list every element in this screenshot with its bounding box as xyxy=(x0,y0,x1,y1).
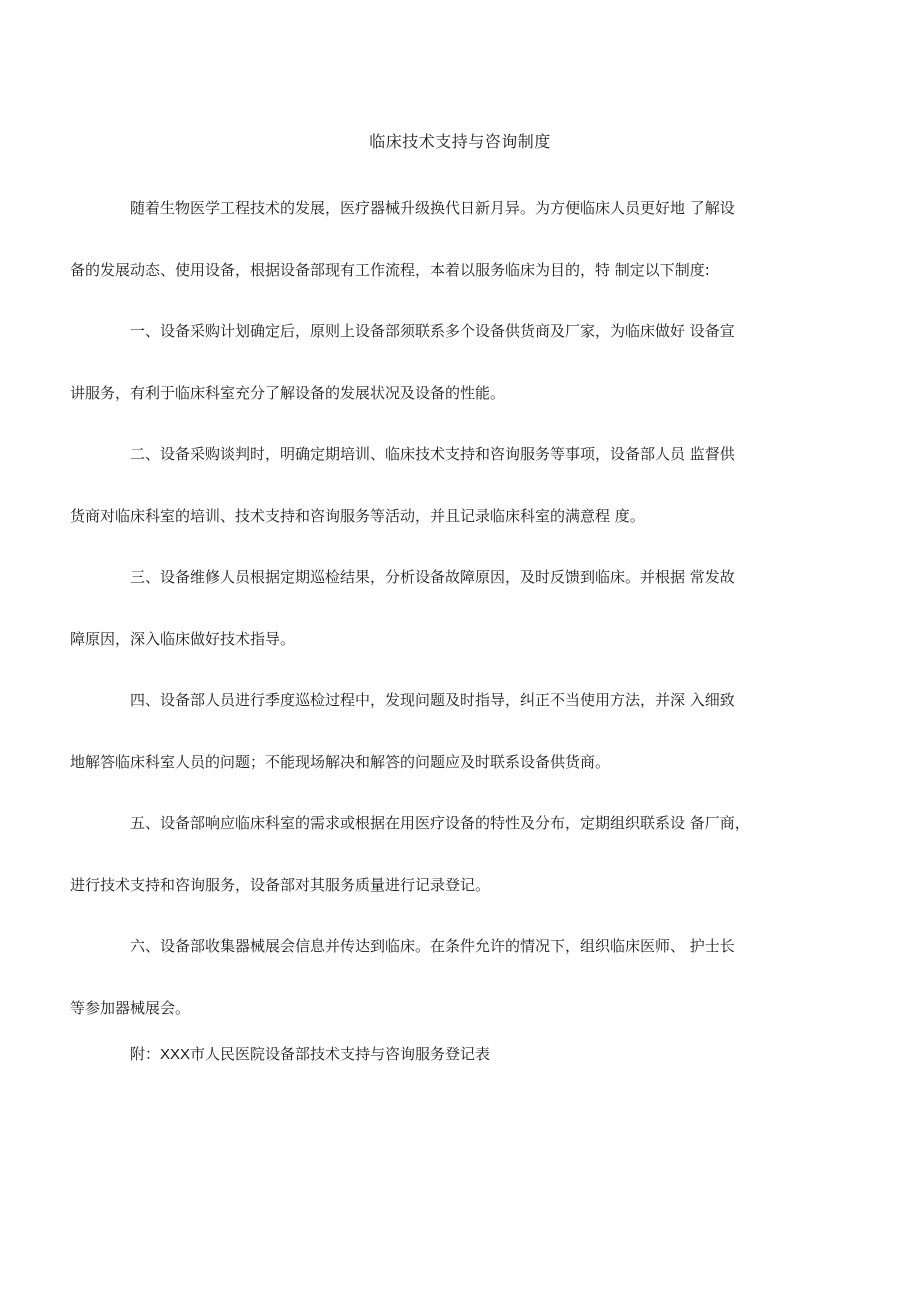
paragraph-line: 五、设备部响应临床科室的需求或根据在用医疗设备的特性及分布，定期组织联系设 备厂商， xyxy=(130,814,750,832)
paragraph-line: 备的发展动态、使用设备，根据设备部现有工作流程，本着以服务临床为目的，特 制定以下制度: xyxy=(70,260,710,279)
paragraph-line: 等参加器械展会。 xyxy=(70,998,191,1017)
paragraph-line: 讲服务，有利于临床科室充分了解设备的发展状况及设备的性能。 xyxy=(70,383,506,402)
paragraph-item-5 xyxy=(70,793,822,916)
appendix-code: XXX xyxy=(160,1046,191,1063)
paragraph-item-1 xyxy=(70,301,822,424)
paragraph-intro xyxy=(70,178,822,301)
paragraph-line: 货商对临床科室的培训、技术支持和咨询服务等活动，并且记录临床科室的满意程 度。 xyxy=(70,506,645,525)
document-body xyxy=(70,178,822,1039)
document-title: 临床技术支持与咨询制度 xyxy=(369,132,551,151)
paragraph-item-6 xyxy=(70,916,822,1039)
paragraph-line: 一、设备采购计划确定后，原则上设备部须联系多个设备供货商及厂家，为临床做好 设备宣 xyxy=(130,322,735,340)
paragraph-item-2 xyxy=(70,424,822,547)
appendix-text: 市人民医院设备部技术支持与咨询服务登记表 xyxy=(190,1045,491,1063)
paragraph-line: 进行技术支持和咨询服务，设备部对其服务质量进行记录登记。 xyxy=(70,875,491,894)
paragraph-line: 三、设备维修人员根据定期巡检结果，分析设备故障原因，及时反馈到临床。并根据 常发故 xyxy=(130,568,735,586)
paragraph-item-3 xyxy=(70,547,822,670)
appendix-prefix: 附： xyxy=(130,1045,161,1063)
paragraph-line: 地解答临床科室人员的问题；不能现场解决和解答的问题应及时联系设备供货商。 xyxy=(70,752,611,771)
paragraph-item-4 xyxy=(70,670,822,793)
paragraph-line: 四、设备部人员进行季度巡检过程中，发现问题及时指导，纠正不当使用方法，并深 入细致 xyxy=(130,691,735,709)
paragraph-line: 障原因，深入临床做好技术指导。 xyxy=(70,629,296,648)
paragraph-line: 二、设备采购谈判时，明确定期培训、临床技术支持和咨询服务等事项，设备部人员 监督供 xyxy=(130,445,735,463)
paragraph-line: 六、设备部收集器械展会信息并传达到临床。在条件允许的情况下，组织临床医师、 护士长 xyxy=(130,937,735,955)
appendix-reference xyxy=(130,1042,490,1067)
paragraph-line: 随着生物医学工程技术的发展，医疗器械升级换代日新月异。为方便临床人员更好地 了解设 xyxy=(130,199,735,217)
